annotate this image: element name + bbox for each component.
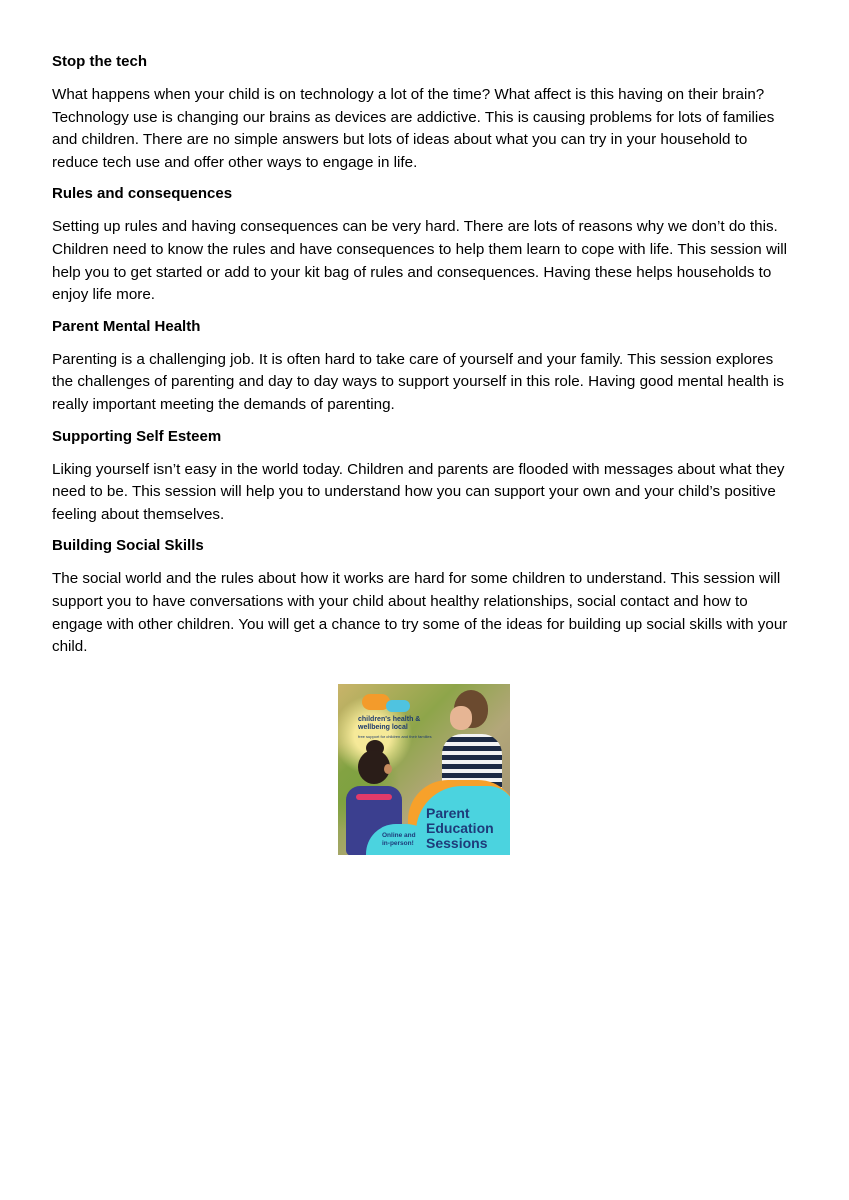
org-name: children's health & wellbeing local: [358, 716, 421, 731]
org-tagline: free support for children and their families: [358, 734, 432, 739]
section-heading: Stop the tech: [52, 53, 148, 70]
promo-title-line: Sessions: [426, 835, 488, 851]
section-rules-and-consequences: [52, 184, 797, 306]
promo-title: [426, 806, 510, 851]
blue-cloud-icon: [386, 700, 410, 712]
section-parent-mental-health: [52, 317, 797, 417]
section-stop-the-tech: [52, 52, 797, 174]
section-body: Setting up rules and having consequences can be very hard. There are lots of reasons why we don’t do this. Children need to know the rules and have consequences to help them learn to cope with life. This session will help you to get started or add to your kit bag of rules and consequences. Having these helps households to enjoy life more.: [52, 218, 788, 304]
promo-title-line: Parent: [426, 805, 470, 821]
section-heading: Supporting Self Esteem: [52, 427, 222, 445]
promo-subtitle: [382, 832, 426, 848]
backpack-strap: [356, 794, 392, 800]
section-heading: Rules and consequences: [52, 185, 233, 203]
document-page: [52, 52, 797, 669]
section-building-social-skills: [52, 536, 797, 658]
woman-face: [450, 706, 472, 730]
child-ear: [384, 764, 392, 774]
section-body: Parenting is a challenging job. It is often hard to take care of yourself and your family. This session explores the challenges of parenting and day to day ways to support yourself in this role. Having good mental health is really important meeting the demands of parenting.: [52, 350, 784, 413]
section-heading: Parent Mental Health: [52, 317, 201, 335]
section-body: Liking yourself isn’t easy in the world today. Children and parents are flooded with messages about what they need to be. This session will help you to understand how you can support your own and your child’s positive feeling about themselves.: [52, 460, 785, 523]
promo-subtitle-line: in-person!: [382, 840, 414, 847]
section-body: The social world and the rules about how it works are hard for some children to understand. This session will support you to have conversations with your child about healthy relationships, social contact and how to engage with other children. You will get a chance to try some of the ideas for building up social skills with your child.: [52, 570, 788, 656]
promo-title-line: Education: [426, 820, 494, 836]
promo-subtitle-line: Online and: [382, 832, 416, 839]
section-supporting-self-esteem: [52, 427, 797, 527]
section-body: What happens when your child is on technology a lot of the time? What affect is this having on their brain? Technology use is changing our brains as devices are addictive. This is causing problems for lots of families and children. There are no simple answers but lots of ideas about what you can try in your household to reduce tech use and offer other ways to engage in life.: [52, 86, 775, 171]
section-heading: Building Social Skills: [52, 537, 204, 555]
parent-education-sessions-image: [338, 684, 510, 855]
